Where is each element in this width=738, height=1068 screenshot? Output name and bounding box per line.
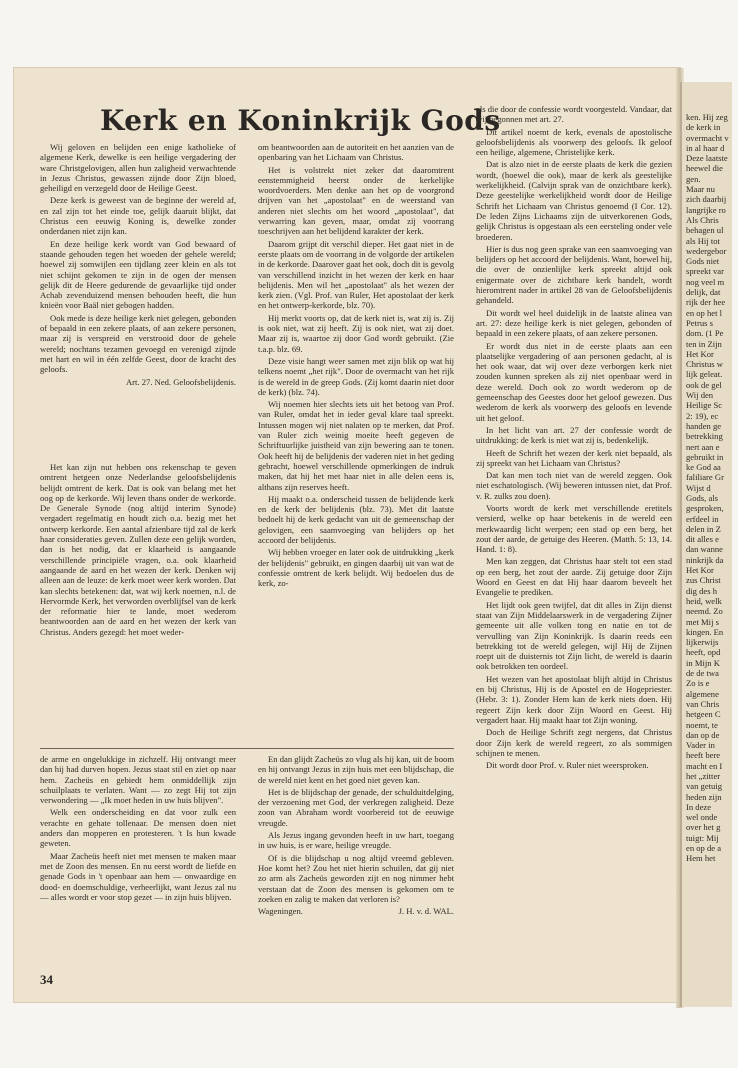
next-page-line: Zo is e [686,678,710,689]
next-page-line: dan op de [686,729,720,740]
article-column-1-body [40,462,236,744]
next-page-line: tuigt: Mij [686,832,719,843]
next-page-line: neemd. Zo [686,606,723,617]
quote-reference: Art. 27. Ned. Geloofsbelijdenis. [125,376,236,387]
next-page-line: wel onde [686,812,718,823]
next-page-line: en op het l [686,307,723,318]
paragraph: Het kan zijn nut hebben ons rekenschap te geven omtrent hetgeen onze Nederlandse geloofsbelijdenis belijdt omtrent de kerk. Dat is ook van belang met het oog op de kerkorde. Wij leven thans onder de werkorde. De Generale Synode (nog altijd interim Synode) vergadert regelmatig en houdt zich o.a. bezig met het ontwerp kerkorde. Een aantal afzienbare tijd zal de kerk haar consideraties geven. Zullen deze een gelijk worden, dan is het nodig, dat er klaarheid is aangaande verschillende principiële vragen, o.a. ook klaarheid aangaande de aard en het wezen der kerk. Denken wij alleen aan de leuze: de kerk moet weer kerk worden. Dat kan slechts betekenen: dat, wat wij kerk noemen, n.l. de Hervormde Kerk, het verworden overblijfsel van de kerk der reformatie hier te lande, moet wederom beantwoorden aan de aard en het wezen der kerk van Christus. Anders gezegd: het moet weder- [40,462,236,637]
bottom-article-column-1 [40,754,236,964]
paragraph: Hij maakt o.a. onderscheid tussen de belijdende kerk en de kerk der belijdenis (blz. 73). Met dit laatste bedoelt hij de kerk gedacht van uit de gemeenschap der gelovigen, een saamvoeging van belijders op het accoord der belijdenis. [258,493,454,545]
next-page-line: over het g [686,822,721,833]
paragraph: Ook mede is deze heilige kerk niet gelegen, gebonden of bepaald in een zekere plaats, of aan zekere personen, maar zij is verspreid en verstrooid door de gehele wereld; nochtans tezamen gevoegd en verenigd zijnde met hart en wil in één zelfde Geest, door de kracht des geloofs. [40,312,236,375]
next-page-line: het „zitter [686,771,721,781]
section-divider [40,748,454,749]
next-page-line: delijk, dat [686,287,721,298]
paragraph: In het licht van art. 27 der confessie wordt de uitdrukking: de kerk is niet wat zij is, bedenkelijk. [476,424,672,446]
next-page-line: Petrus s [686,317,713,328]
next-page-line: gebruikt in [686,451,724,462]
page-number: 34 [40,972,53,987]
paragraph: als die door de confessie wordt voorgesteld. Vandaar, dat wij begonnen met art. 27. [476,104,672,125]
next-page-line: faliliare Gr [686,472,724,483]
paragraph: Het is volstrekt niet zeker dat daaromtrent eenstemmigheid heerst onder de kerkelijke woordvoerders. Men denke aan het op de voorgrond drijven van het „apostolaat" en de weerstand van anderen niet slechts om het woord „apostolaat", dat verwarring kan geven, maar, omdat zij voorrang toeschrijven aan het belijdend karakter der kerk. [258,164,454,237]
next-page-line: Deze laatste [686,153,728,164]
article-column-3 [476,104,672,984]
next-page-line: ken. Hij zeg [686,112,728,122]
next-page-line: lijk geleat. [686,369,723,380]
paragraph: Er wordt dus niet in de eerste plaats aan een plaatselijke vergadering of aan personen gedacht, al is het ook waar, dat wij over deze verborgen kerk niet zouden kunnen spreken als zij niet openbaar werd in deze wereld. Doch ook zo wordt wederom op de gemeenschap des Geestes door het geloof gewezen. Dus wederom de kerk als voorwerp des geloofs en levende uit het geloof. [476,340,672,423]
next-page-line: langrijke ro [686,204,726,215]
paragraph: Hij merkt voorts op, dat de kerk niet is, wat zij is. Zij is ook niet, wat zij heeft. Zij is ook niet, wat zij doet. Maar zij is, waartoe zij door God wordt gebruikt. (Zie t.a.p. blz. 69. [258,312,454,354]
paragraph: de arme en ongelukkige in zichzelf. Hij ontvangt meer dan hij had durven hopen. Jezus staat stil en ziet op naar hem. Zacheüs en gebiedt hem onmiddellijk zijn schuilplaats te verlaten. Want — zo zegt Hij tot zijn verwondering — „Ik moet heden in uw huis blijven". [40,754,236,806]
article-column-2 [258,142,454,742]
next-page-line: Gods niet [686,256,720,267]
next-page-line: heden zijn [686,791,722,802]
next-page-line: ten in Zijn [686,338,722,349]
next-page-line: zich daarbij [686,194,727,205]
next-page-line: nert aan e [686,441,720,452]
signature-place: Wageningen. [258,906,303,917]
paragraph: Dit artikel noemt de kerk, evenals de apostolische geloofsbelijdenis als voorwerp des geloofs. Ik geloof een heilige, algemene, Christelijke kerk. [476,126,672,158]
next-page-line: Vader in [686,740,715,751]
next-page-line: behagen ul [686,225,724,236]
next-page-line: dig des h [686,585,718,596]
next-page-line: gen. [686,173,701,184]
next-page-line: In deze [686,801,712,812]
next-page-line: lijkerwijs [686,637,719,648]
next-page-line: betrekking [686,431,723,442]
paragraph: Deze visie hangt weer samen met zijn blik op wat hij telkens noemt „het rijk". Door de overmacht van het rijk is de wereld in de greep Gods. (Zij komt daarin niet door de kerk) (blz. 74). [258,355,454,397]
bottom-article-column-2 [258,754,454,964]
next-page-line: als Hij tot [686,235,720,246]
paragraph: Wij geloven en belijden een enige katholieke of algemene Kerk, dewelke is een heilige vergadering der ware Christgelovigen, allen hun zaligheid verwachtende in Jezus Christus, gewassen zijnde door Zijn bloed, geheiligd en verzegeld door de Heilige Geest. [40,142,236,194]
article-title: Kerk en Koninkrijk Gods [100,104,501,137]
paragraph: Of is die blijdschap u nog altijd vreemd gebleven. Hoe komt het? Zou het niet hierin schuilen, dat gij niet zo arm als Zacheüs geworden zijt en nog nimmer hebt verstaan dat de Zoon des mensen is gekomen om te zoeken en zalig te maken dat verloren is? [258,852,454,904]
next-page-line: ook de gel [686,379,722,390]
next-page-line: 2: 19), ec [686,410,719,421]
next-page-line: ke God aa [686,462,721,473]
paragraph: Dit wordt door Prof. v. Ruler niet weersproken. [486,760,649,771]
next-page-line: ninkrijk da [686,554,724,565]
next-page-line: heewel die [686,163,723,174]
paragraph: Deze kerk is geweest van de beginne der wereld af, en zal zijn tot het einde toe, gelijk daaruit blijkt, dat Christus een eeuwig Koning is, dewelke zonder onderdanen niet zijn kan. [40,195,236,237]
paragraph: Dat is alzo niet in de eerste plaats de kerk die gezien wordt, (hoewel die ook), maar de kerk als geestelijke werkelijkheid. (Calvijn sprak van de onzichtbare kerk). Deze geestelijke werkelijkheid wordt door de Heilige Schrift het Lichaam van Christus genoemd (I Cor. 12). De leden Zijns Lichaams zijn de uitverkorenen Gods, gelijk Christus is opgestaan als een eersteling onder vele broederen. [476,159,672,242]
next-page-line: gesproken, [686,503,724,514]
paragraph: Welk een onderscheiding en dat voor zulk een verachte en gehate tollenaar. De mensen doen niet anders dan mopperen en protesteren. 't Is hun kwade geweten. [40,807,236,849]
signature-line [258,906,454,916]
next-page-line: dan wanne [686,544,723,555]
paragraph: Doch de Heilige Schrift zegt nergens, dat Christus door Zijn kerk de wereld regeert, zo als sommigen schijnen te menen. [476,727,672,758]
next-page-line: Christus w [686,359,724,370]
paragraph: Wij noemen hier slechts iets uit het betoog van Prof. van Ruler, omdat het in ieder geval klare taal spreekt. Intussen mogen wij niet nalaten op te merken, dat Prof. van Ruler zich weinig moeite heeft gegeven de Schriftuurlijke juistheid van zijn bewering aan te tonen. Ook heeft hij de belijdenis der vaderen niet in het geding gebracht, hoewel verschillende opmerkingen de indruk maken, dat hij het met haar niet in alle delen eens is, althans zijn reserves heeft. [258,399,454,492]
next-page-line: macht en I [686,760,723,771]
next-page-text [686,112,732,864]
next-page-line: handen ge [686,420,722,431]
paragraph: Maar Zacheüs heeft niet met mensen te maken maar met de Zoon des mensen. En nu eerst wordt de liefde en genade Gods in 't openbaar aan hem — onwaardige en dood- en doemschuldige, verheerlijkt, want Jezus zal nu — alles wordt er voor stop gezet — in zijn huis blijven. [40,850,236,902]
next-page-line: overmacht v [686,132,729,143]
next-page-line: in Mijn K [686,657,720,668]
next-page-line: noemt, te [686,719,718,730]
next-page-line: van getuig [686,781,723,792]
paragraph: Dat kan men toch niet van de wereld zeggen. Ook niet eschatologisch. (Wij beweren intussen niet, dat Prof. v. R. zulks zou doen). [476,470,672,501]
next-page-line: in al haar d [686,142,725,153]
next-page-line: nog veel m [686,276,725,287]
paragraph: Men kan zeggen, dat Christus haar stelt tot een stad op een berg, het zout der aarde. Zij getuige door Zijn Woord en Geest en dat Hij haar daarom beveelt het Evangelie te prediken. [476,556,672,598]
article-column-1-quote [40,142,236,460]
next-page-line: kingen. En [686,626,724,637]
paragraph: Voorts wordt de kerk met verschillende eretitels versierd, welke op haar betekenis in de wereld een merkwaardig licht werpen; een stad op een berg, het zout der aarde, de getuige des Heeren. (Matth. 5: 13, 14. Hand. 1: 8). [476,502,672,555]
paragraph: Het is de blijdschap der genade, der schulduitdelging, der verzoening met God, der verkregen zaligheid. Deze zoon van Abraham wordt voorbereid tot de eeuwige vreugde. [258,786,454,828]
next-page-line: delen in Z [686,523,721,534]
next-page-line: Gods, als [686,492,718,503]
paragraph: Het lijdt ook geen twijfel, dat dit alles in Zijn dienst staat van Zijn Middelaarswerk in de vergadering Zijner gemeente uit alle volken tong en natie en tot de vervulling van Zijn Koninkrijk. Is daarin reeds een betrekking tot de wereld gelegen, wijl Hij de Zijnen roept uit de duisternis tot Zijn licht, de wereld is daarin ook betrokken ten oordeel. [476,599,672,672]
paragraph: Hier is dus nog geen sprake van een saamvoeging van belijders op het accoord der belijdenis. Want, hoewel hij, die over de onzienlijke kerk spreekt altijd ook enigermate over de zichtbare kerk handelt, wordt hieromtrent nader in artikel 28 van de Geloofsbelijdenis gehandeld. [476,243,672,306]
next-page-line: zus Christ [686,575,721,586]
next-page-line: Hem het [686,853,716,864]
next-page-line: en op de a [686,843,722,854]
next-page-line: heid, welk [686,595,722,606]
next-page-line: hetgeen C [686,709,721,720]
next-page-line: Wijst d [686,482,711,493]
next-page-line: heeft, opd [686,647,721,658]
paragraph: Wij hebben vroeger en later ook de uitdrukking „kerk der belijdenis" gebruikt, en gingen daarbij uit van wat de confessie omtrent de kerk belijdt. Wij bedoelen dus de kerk, zo- [258,547,454,589]
paragraph: Het wezen van het apostolaat blijft altijd in Christus en bij Christus, Hij is de Apostel en de Hogepriester. (Hebr. 3: 1). Zonder Hem kan de kerk niets doen. Hij regeert Zijn kerk door Zijn Woord en Geest. Hij vergadert haar. Hij maakt haar tot Zijn woning. [476,673,672,725]
paragraph: Als Jezus ingang gevonden heeft in uw hart, toegang in uw huis, is er ware, heilige vreugde. [258,830,454,851]
next-page-line: Heilige Sc [686,400,723,411]
next-page-line: met Mij s [686,616,719,627]
paragraph: om beantwoorden aan de autoriteit en het aanzien van de openbaring van het Lichaam van Christus. [258,142,454,163]
next-page-line: de kerk in [686,122,721,133]
next-page-line: van Chris [686,698,720,709]
next-page-line: spreekt var [686,266,724,277]
paragraph: En dan glijdt Zacheüs zo vlug als hij kan, uit de boom en hij ontvangt Jezus in zijn huis met een blijdschap, die de wereld niet kent en het goed niet geven kan. [258,754,454,785]
next-page-line: dom. (1 Pe [686,328,724,339]
next-page-line: erfdeel in [686,513,719,524]
signature-author: J. H. v. d. WAL. [398,906,454,917]
paragraph: Dit wordt wel heel duidelijk in de laatste alinea van art. 27: deze heilige kerk is niet gelegen, gebonden of bepaald in een zekere plaats, of aan zekere personen. [476,307,672,339]
next-page-line: wedergebor [686,245,727,256]
next-page-line: algemene [686,688,719,699]
next-page-line: Het Kor [686,565,714,576]
next-page-line: de de twa [686,668,719,679]
next-page-line: rijk der hee [686,297,726,308]
next-page-line: dit alles e [686,534,719,545]
next-page-line: Wij den [686,390,714,401]
paragraph: En deze heilige kerk wordt van God bewaard of staande gehouden tegen het woeden der gehele wereld; hoewel zij somwijlen een tijdlang zeer klein en als tot niet schijnt gekomen te zijn in de ogen der mensen gelijk dit de Heere gedurende de gevaarlijke tijd onder Achab zevenduizend mensen behouden heeft, die hun knieën voor Baäl niet gebogen hadden. [40,238,236,311]
paragraph: Heeft de Schrift het wezen der kerk niet bepaald, als zij spreekt van het Lichaam van Christus? [476,447,672,468]
paragraph: Daarom grijpt dit verschil dieper. Het gaat niet in de eerste plaats om de voorrang in de volgorde der artikelen in de kerkorde. Daarover gaat het ook, doch dit is gevolg van verschillend inzicht in het wezen der kerk en haar belijdenis. Men wil het „apostolaat" als het wezen der kerk zien. (Vgl. Prof. van Ruler, Het apostolaat der kerk en het ontwerp-kerkorde, blz. 70). [258,238,454,311]
next-page-line: Het Kor [686,348,714,359]
next-page-edge [680,82,732,1007]
next-page-line: heeft bere [686,750,721,761]
next-page-line: Maar nu [686,184,715,195]
next-page-line: Als Chris [686,214,719,225]
